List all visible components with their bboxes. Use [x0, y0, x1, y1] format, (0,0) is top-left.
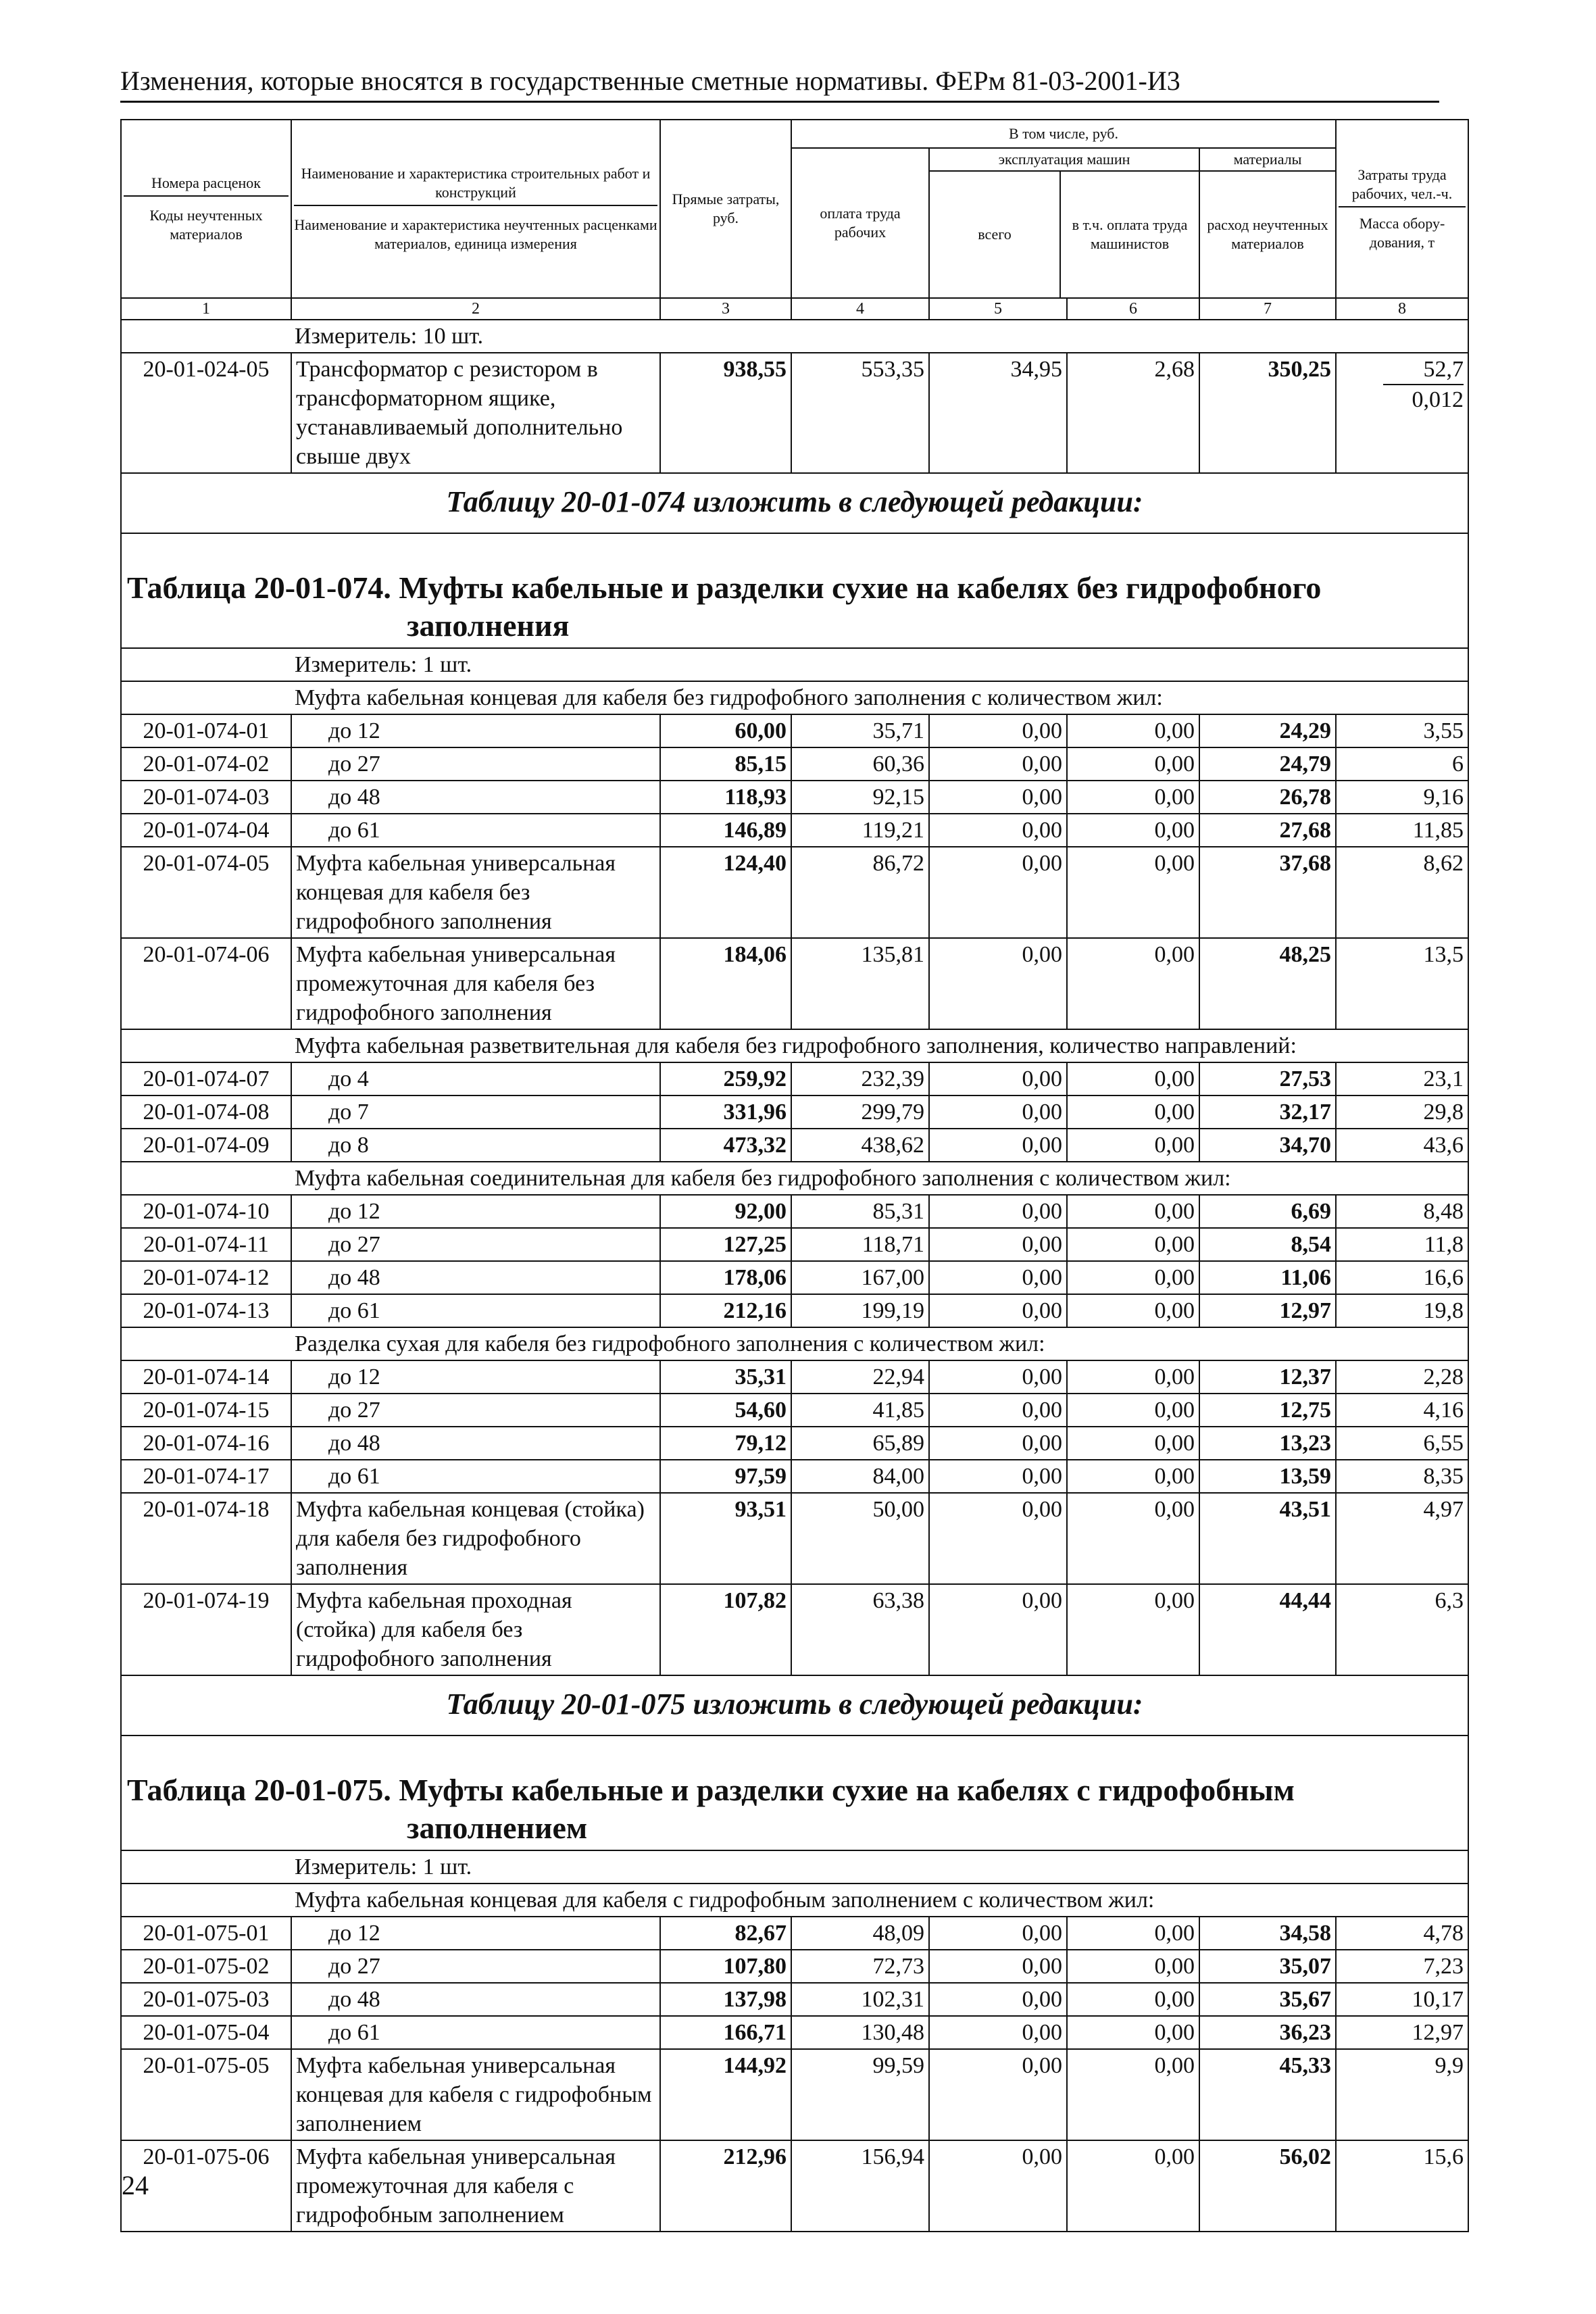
labor-pay: 65,89 [791, 1427, 929, 1460]
labor-pay: 130,48 [791, 2016, 929, 2049]
table-row [121, 781, 1468, 814]
labor-pay: 84,00 [791, 1460, 929, 1493]
rate-name: Муфта кабельная концевая (стойка) для кабеля без гидрофобного заполнения [291, 1493, 660, 1584]
colnum: 3 [660, 298, 791, 320]
direct-cost: 184,06 [660, 938, 791, 1029]
machinist-pay: 0,00 [1067, 1493, 1199, 1584]
materials-cost: 35,67 [1199, 1983, 1336, 2016]
machinist-pay: 0,00 [1067, 2140, 1199, 2232]
table-row [121, 2140, 1468, 2232]
direct-cost: 85,15 [660, 747, 791, 781]
rate-code: 20-01-075-04 [121, 2016, 291, 2049]
rate-name: Муфта кабельная универсальная концевая для кабеля с гидрофобным заполнением [291, 2049, 660, 2140]
materials-cost: 11,06 [1199, 1261, 1336, 1294]
machines-total: 0,00 [929, 2016, 1067, 2049]
direct-cost: 212,96 [660, 2140, 791, 2232]
direct-cost: 107,82 [660, 1584, 791, 1675]
materials-cost: 36,23 [1199, 2016, 1336, 2049]
rate-name: до 12 [291, 1360, 660, 1394]
machines-total: 0,00 [929, 747, 1067, 781]
machines-total: 0,00 [929, 847, 1067, 938]
labor-pay: 135,81 [791, 938, 929, 1029]
table-row [121, 847, 1468, 938]
table-title-line1: Таблица 20-01-074. Муфты кабельные и разделки сухие на кабелях без гидрофобного [127, 570, 1322, 605]
labor-pay: 119,21 [791, 814, 929, 847]
table-row [121, 1460, 1468, 1493]
table-title-line2: заполнения [407, 608, 570, 643]
table-row [121, 1294, 1468, 1327]
group-row [121, 1162, 1468, 1195]
table-row [121, 1394, 1468, 1427]
direct-cost: 146,89 [660, 814, 791, 847]
direct-cost: 331,96 [660, 1096, 791, 1129]
rate-code: 20-01-074-10 [121, 1195, 291, 1228]
machines-total: 0,00 [929, 1493, 1067, 1584]
materials-cost: 24,79 [1199, 747, 1336, 781]
col6-header: в т.ч. оплата труда машинистов [1072, 216, 1188, 252]
table-row [121, 1228, 1468, 1261]
direct-cost: 127,25 [660, 1228, 791, 1261]
colnum: 8 [1336, 298, 1468, 320]
materials-cost: 12,37 [1199, 1360, 1336, 1394]
rate-name: до 61 [291, 814, 660, 847]
group-row [121, 1884, 1468, 1917]
materials-cost: 27,53 [1199, 1062, 1336, 1096]
rate-name: Муфта кабельная универсальная концевая для кабеля без гидрофобного заполнения [291, 847, 660, 938]
rate-name: Муфта кабельная универсальная промежуточная для кабеля с гидрофобным заполнением [291, 2140, 660, 2232]
labor-hours: 43,6 [1336, 1129, 1468, 1162]
group-row [121, 1029, 1468, 1062]
labor-hours: 4,97 [1336, 1493, 1468, 1584]
materials-cost: 34,70 [1199, 1129, 1336, 1162]
machines-total: 0,00 [929, 781, 1067, 814]
rate-name: до 27 [291, 1950, 660, 1983]
rate-name: до 12 [291, 1917, 660, 1950]
labor-pay: 35,71 [791, 714, 929, 747]
table-row [121, 1427, 1468, 1460]
machinist-pay: 0,00 [1067, 1195, 1199, 1228]
materials-cost: 27,68 [1199, 814, 1336, 847]
labor-hours: 7,23 [1336, 1950, 1468, 1983]
machines-total: 0,00 [929, 1228, 1067, 1261]
including-header: В том числе, руб. [791, 120, 1336, 148]
machinist-pay: 0,00 [1067, 1983, 1199, 2016]
table-row [121, 814, 1468, 847]
machines-total: 0,00 [929, 1394, 1067, 1427]
table-row [121, 2049, 1468, 2140]
rate-code: 20-01-074-16 [121, 1427, 291, 1460]
labor-pay: 156,94 [791, 2140, 929, 2232]
rate-name: до 27 [291, 1228, 660, 1261]
rate-name: до 48 [291, 1261, 660, 1294]
machinist-pay: 0,00 [1067, 1294, 1199, 1327]
machinist-pay: 0,00 [1067, 1584, 1199, 1675]
rate-code: 20-01-074-13 [121, 1294, 291, 1327]
section-heading-075: Таблицу 20-01-075 изложить в следующей редакции: [121, 1675, 1468, 1736]
machinist-pay: 0,00 [1067, 2049, 1199, 2140]
labor-pay: 92,15 [791, 781, 929, 814]
direct-cost: 212,16 [660, 1294, 791, 1327]
rate-code: 20-01-074-18 [121, 1493, 291, 1584]
materials-cost: 12,75 [1199, 1394, 1336, 1427]
machinist-pay: 0,00 [1067, 1394, 1199, 1427]
machines-header: эксплуатация машин всего в т.ч. оплата труда машинистов [929, 148, 1199, 298]
header-row-1 [121, 120, 1468, 148]
materials-cost: 35,07 [1199, 1950, 1336, 1983]
labor-hours-mass [1336, 353, 1468, 473]
rate-code: 20-01-024-05 [121, 353, 291, 473]
group-label: Разделка сухая для кабеля без гидрофобного заполнения с количеством жил: [121, 1327, 1468, 1360]
equipment-mass: 0,012 [1412, 387, 1464, 412]
labor-hours: 10,17 [1336, 1983, 1468, 2016]
colnum: 1 [121, 298, 291, 320]
materials-cost: 13,59 [1199, 1460, 1336, 1493]
machinist-pay: 0,00 [1067, 2016, 1199, 2049]
machines-total: 0,00 [929, 1983, 1067, 2016]
table-row [121, 1493, 1468, 1584]
colnum: 2 [291, 298, 660, 320]
rate-name: до 12 [291, 714, 660, 747]
labor-pay: 167,00 [791, 1261, 929, 1294]
table-row [121, 1261, 1468, 1294]
machines-total: 0,00 [929, 1294, 1067, 1327]
direct-cost: 166,71 [660, 2016, 791, 2049]
group-label: Муфта кабельная соединительная для кабеля без гидрофобного заполнения с количеством жил: [121, 1162, 1468, 1195]
rate-name: до 48 [291, 1427, 660, 1460]
labor-hours: 11,85 [1336, 814, 1468, 847]
unit-label: Измеритель: 10 шт. [121, 320, 1468, 353]
group-label: Муфта кабельная концевая для кабеля без гидрофобного заполнения с количеством жил: [121, 681, 1468, 714]
direct-cost: 259,92 [660, 1062, 791, 1096]
direct-cost: 938,55 [660, 353, 791, 473]
direct-cost: 178,06 [660, 1261, 791, 1294]
rate-code: 20-01-074-07 [121, 1062, 291, 1096]
machines-total: 0,00 [929, 714, 1067, 747]
table-row [121, 1360, 1468, 1394]
labor-hours: 13,5 [1336, 938, 1468, 1029]
labor-hours: 23,1 [1336, 1062, 1468, 1096]
rate-code: 20-01-075-05 [121, 2049, 291, 2140]
machines-total: 0,00 [929, 2140, 1067, 2232]
machines-total: 0,00 [929, 1427, 1067, 1460]
materials-cost: 6,69 [1199, 1195, 1336, 1228]
col3-header: Прямые затраты, руб. [660, 120, 791, 298]
materials-cost: 26,78 [1199, 781, 1336, 814]
machines-total: 0,00 [929, 1584, 1067, 1675]
direct-cost: 124,40 [660, 847, 791, 938]
machines-total: 0,00 [929, 1460, 1067, 1493]
materials-cost: 45,33 [1199, 2049, 1336, 2140]
table-row [121, 2016, 1468, 2049]
labor-hours: 4,16 [1336, 1394, 1468, 1427]
materials-cost: 32,17 [1199, 1096, 1336, 1129]
rate-code: 20-01-075-06 [121, 2140, 291, 2232]
rate-name: Трансформатор с резистором в трансформаторном ящике, устанавливаемый дополнительно свыше двух [291, 353, 660, 473]
machinist-pay: 0,00 [1067, 1460, 1199, 1493]
direct-cost: 118,93 [660, 781, 791, 814]
labor-hours: 2,28 [1336, 1360, 1468, 1394]
col2-header: Наименование и характеристика строительных работ и конструкций Наименование и характеристика неучтенных расценками материалов, единица измерения [291, 120, 660, 298]
table-row [121, 1195, 1468, 1228]
machines-total: 0,00 [929, 814, 1067, 847]
rate-code: 20-01-074-02 [121, 747, 291, 781]
labor-hours: 6 [1336, 747, 1468, 781]
rate-code: 20-01-074-19 [121, 1584, 291, 1675]
labor-hours: 6,55 [1336, 1427, 1468, 1460]
column-numbers [121, 298, 1468, 320]
rate-code: 20-01-074-08 [121, 1096, 291, 1129]
col1-header: Номера расценок Коды неучтенных материалов [121, 120, 291, 298]
machines-total: 0,00 [929, 1360, 1067, 1394]
rate-name: Муфта кабельная проходная (стойка) для кабеля без гидрофобного заполнения [291, 1584, 660, 1675]
rate-name: до 27 [291, 747, 660, 781]
labor-hours: 8,62 [1336, 847, 1468, 938]
labor-pay: 50,00 [791, 1493, 929, 1584]
machines-total: 34,95 [929, 353, 1067, 473]
table-title-075 [121, 1736, 1468, 1850]
labor-hours: 12,97 [1336, 2016, 1468, 2049]
section-heading-row [121, 1675, 1468, 1736]
labor-pay: 102,31 [791, 1983, 929, 2016]
rate-name: до 48 [291, 1983, 660, 2016]
direct-cost: 82,67 [660, 1917, 791, 1950]
materials-cost: 44,44 [1199, 1584, 1336, 1675]
machinist-pay: 0,00 [1067, 1917, 1199, 1950]
machinist-pay: 0,00 [1067, 781, 1199, 814]
rate-name: до 61 [291, 2016, 660, 2049]
machinist-pay: 0,00 [1067, 1261, 1199, 1294]
labor-hours: 9,16 [1336, 781, 1468, 814]
section-heading-row [121, 473, 1468, 533]
section-heading-074: Таблицу 20-01-074 изложить в следующей редакции: [121, 473, 1468, 533]
machines-total: 0,00 [929, 1195, 1067, 1228]
table-title-row [121, 533, 1468, 648]
labor-pay: 22,94 [791, 1360, 929, 1394]
machinist-pay: 0,00 [1067, 847, 1199, 938]
unit-row [121, 320, 1468, 353]
rate-name: до 7 [291, 1096, 660, 1129]
rate-name: до 12 [291, 1195, 660, 1228]
table-title-line1: Таблица 20-01-075. Муфты кабельные и разделки сухие на кабелях с гидрофобным [127, 1773, 1295, 1807]
group-row [121, 1327, 1468, 1360]
direct-cost: 92,00 [660, 1195, 791, 1228]
page-header: Изменения, которые вносятся в государственные сметные нормативы. ФЕРм 81-03-2001-И3 [120, 65, 1439, 103]
machines-total: 0,00 [929, 1950, 1067, 1983]
labor-pay: 85,31 [791, 1195, 929, 1228]
rate-code: 20-01-074-06 [121, 938, 291, 1029]
materials-cost: 43,51 [1199, 1493, 1336, 1584]
labor-pay: 72,73 [791, 1950, 929, 1983]
machinist-pay: 0,00 [1067, 1360, 1199, 1394]
labor-pay: 63,38 [791, 1584, 929, 1675]
unit-label: Измеритель: 1 шт. [121, 1850, 1468, 1884]
table-title-line2: заполнением [407, 1811, 588, 1845]
table-title-074 [121, 533, 1468, 648]
materials-cost: 48,25 [1199, 938, 1336, 1029]
labor-hours: 6,3 [1336, 1584, 1468, 1675]
machinist-pay: 2,68 [1067, 353, 1199, 473]
machines-total: 0,00 [929, 2049, 1067, 2140]
rate-code: 20-01-074-01 [121, 714, 291, 747]
machines-total: 0,00 [929, 938, 1067, 1029]
rate-code: 20-01-074-05 [121, 847, 291, 938]
machinist-pay: 0,00 [1067, 1427, 1199, 1460]
machinist-pay: 0,00 [1067, 1950, 1199, 1983]
unit-label: Измеритель: 1 шт. [121, 648, 1468, 681]
colnum: 7 [1199, 298, 1336, 320]
labor-hours: 11,8 [1336, 1228, 1468, 1261]
group-label: Муфта кабельная концевая для кабеля с гидрофобным заполнением с количеством жил: [121, 1884, 1468, 1917]
col8-header: Затраты труда рабочих, чел.-ч. Масса обору-дования, т [1336, 120, 1468, 298]
table-row [121, 1096, 1468, 1129]
materials-cost: 13,23 [1199, 1427, 1336, 1460]
direct-cost: 144,92 [660, 2049, 791, 2140]
rate-code: 20-01-075-03 [121, 1983, 291, 2016]
labor-hours: 3,55 [1336, 714, 1468, 747]
labor-hours: 4,78 [1336, 1917, 1468, 1950]
materials-cost: 8,54 [1199, 1228, 1336, 1261]
machines-total: 0,00 [929, 1129, 1067, 1162]
materials-header: материалы расход неучтенных материалов [1199, 148, 1336, 298]
labor-pay: 99,59 [791, 2049, 929, 2140]
table-row [121, 353, 1468, 473]
materials-cost: 24,29 [1199, 714, 1336, 747]
machines-total: 0,00 [929, 1917, 1067, 1950]
rate-code: 20-01-074-09 [121, 1129, 291, 1162]
labor-hours: 8,35 [1336, 1460, 1468, 1493]
rate-code: 20-01-074-11 [121, 1228, 291, 1261]
direct-cost: 107,80 [660, 1950, 791, 1983]
table-row [121, 1062, 1468, 1096]
labor-hours: 52,7 [1383, 355, 1464, 385]
rate-name: до 4 [291, 1062, 660, 1096]
rate-name: до 27 [291, 1394, 660, 1427]
group-row [121, 681, 1468, 714]
table-row [121, 1584, 1468, 1675]
labor-hours: 29,8 [1336, 1096, 1468, 1129]
labor-pay: 41,85 [791, 1394, 929, 1427]
direct-cost: 473,32 [660, 1129, 791, 1162]
labor-pay: 60,36 [791, 747, 929, 781]
labor-hours: 8,48 [1336, 1195, 1468, 1228]
machinist-pay: 0,00 [1067, 938, 1199, 1029]
labor-pay: 199,19 [791, 1294, 929, 1327]
direct-cost: 137,98 [660, 1983, 791, 2016]
labor-pay: 48,09 [791, 1917, 929, 1950]
machinist-pay: 0,00 [1067, 1096, 1199, 1129]
machinist-pay: 0,00 [1067, 747, 1199, 781]
labor-hours: 9,9 [1336, 2049, 1468, 2140]
machines-total: 0,00 [929, 1062, 1067, 1096]
direct-cost: 79,12 [660, 1427, 791, 1460]
machinist-pay: 0,00 [1067, 1062, 1199, 1096]
materials-cost: 350,25 [1199, 353, 1336, 473]
group-label: Муфта кабельная разветвительная для кабеля без гидрофобного заполнения, количество направлений: [121, 1029, 1468, 1062]
materials-cost: 34,58 [1199, 1917, 1336, 1950]
materials-cost: 12,97 [1199, 1294, 1336, 1327]
colnum: 4 [791, 298, 929, 320]
labor-hours: 16,6 [1336, 1261, 1468, 1294]
table-row [121, 1983, 1468, 2016]
machinist-pay: 0,00 [1067, 814, 1199, 847]
direct-cost: 97,59 [660, 1460, 791, 1493]
machines-total: 0,00 [929, 1096, 1067, 1129]
rate-code: 20-01-074-12 [121, 1261, 291, 1294]
rate-name: до 8 [291, 1129, 660, 1162]
materials-cost: 56,02 [1199, 2140, 1336, 2232]
machinist-pay: 0,00 [1067, 714, 1199, 747]
col4-header: оплата труда рабочих [791, 148, 929, 298]
direct-cost: 35,31 [660, 1360, 791, 1394]
col5-header: всего [930, 172, 1061, 297]
table-row [121, 938, 1468, 1029]
rate-code: 20-01-074-03 [121, 781, 291, 814]
col7-header: расход неучтенных материалов [1207, 216, 1328, 252]
machines-total: 0,00 [929, 1261, 1067, 1294]
direct-cost: 60,00 [660, 714, 791, 747]
rate-name: до 48 [291, 781, 660, 814]
rate-code: 20-01-074-04 [121, 814, 291, 847]
colnum: 5 [929, 298, 1067, 320]
direct-cost: 93,51 [660, 1493, 791, 1584]
labor-pay: 232,39 [791, 1062, 929, 1096]
labor-pay: 118,71 [791, 1228, 929, 1261]
rate-name: до 61 [291, 1294, 660, 1327]
direct-cost: 54,60 [660, 1394, 791, 1427]
labor-hours: 19,8 [1336, 1294, 1468, 1327]
labor-pay: 299,79 [791, 1096, 929, 1129]
rate-code: 20-01-074-17 [121, 1460, 291, 1493]
labor-hours: 15,6 [1336, 2140, 1468, 2232]
labor-pay: 438,62 [791, 1129, 929, 1162]
page-number: 24 [122, 2170, 149, 2200]
table-row [121, 1129, 1468, 1162]
table-title-row [121, 1736, 1468, 1850]
unit-row [121, 1850, 1468, 1884]
table-row [121, 1917, 1468, 1950]
table-row [121, 747, 1468, 781]
norms-table [120, 119, 1469, 2232]
colnum: 6 [1067, 298, 1199, 320]
machinist-pay: 0,00 [1067, 1228, 1199, 1261]
rate-name: до 61 [291, 1460, 660, 1493]
table-row [121, 1950, 1468, 1983]
labor-pay: 86,72 [791, 847, 929, 938]
rate-code: 20-01-074-14 [121, 1360, 291, 1394]
rate-code: 20-01-075-02 [121, 1950, 291, 1983]
rate-code: 20-01-074-15 [121, 1394, 291, 1427]
table-row [121, 714, 1468, 747]
materials-cost: 37,68 [1199, 847, 1336, 938]
rate-name: Муфта кабельная универсальная промежуточная для кабеля без гидрофобного заполнения [291, 938, 660, 1029]
machinist-pay: 0,00 [1067, 1129, 1199, 1162]
labor-pay: 553,35 [791, 353, 929, 473]
rate-code: 20-01-075-01 [121, 1917, 291, 1950]
unit-row [121, 648, 1468, 681]
